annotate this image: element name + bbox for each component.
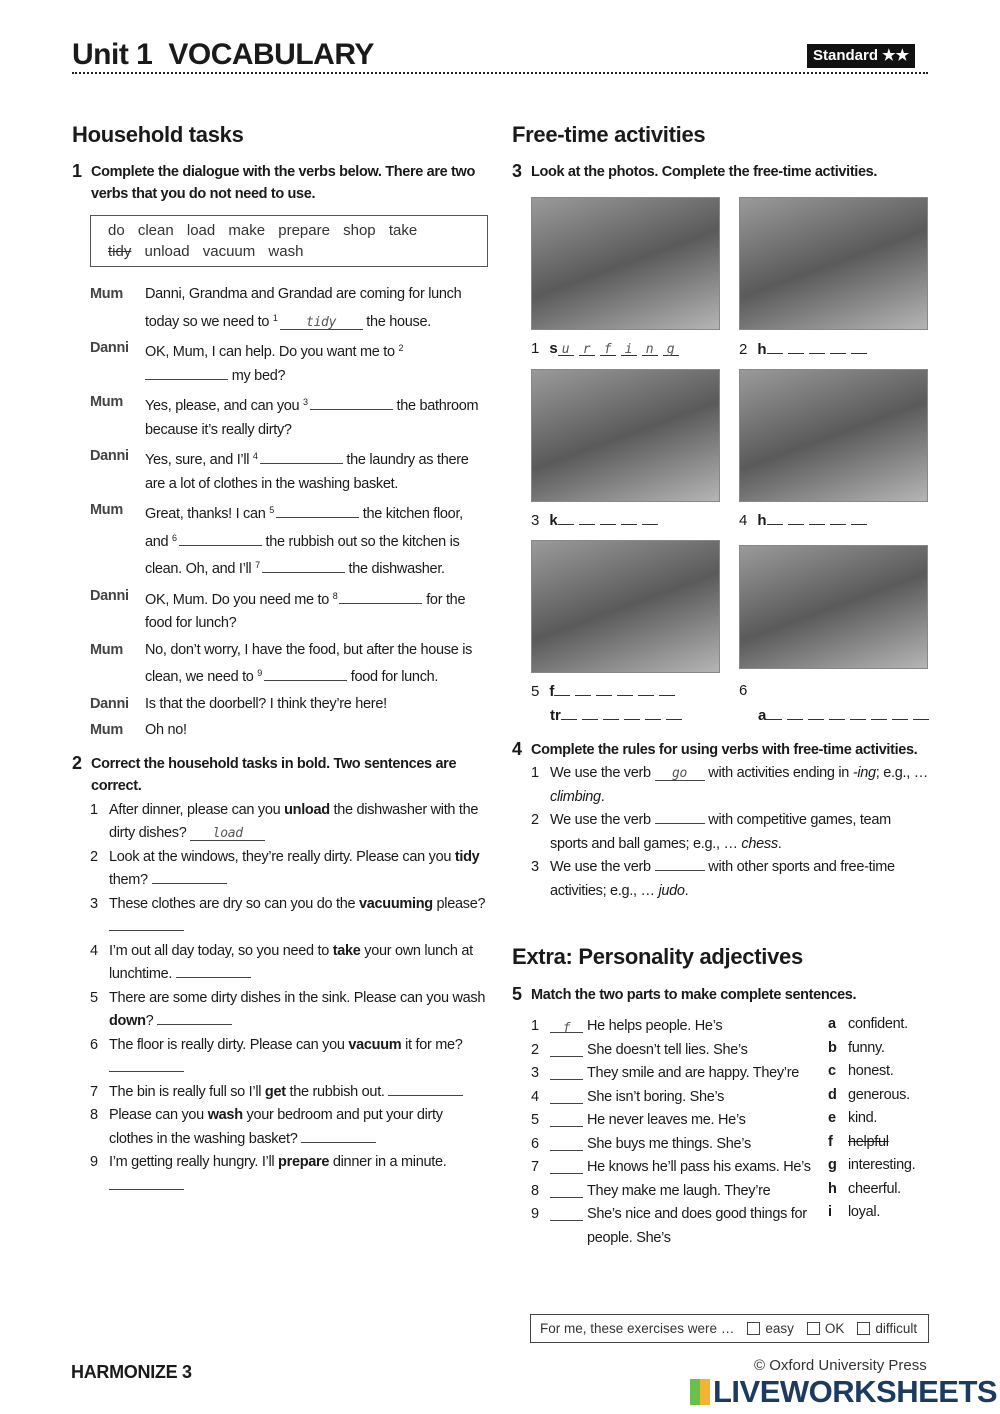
letter-blank[interactable]: r <box>579 342 595 356</box>
match-option <box>828 1084 928 1108</box>
match-option <box>828 1013 928 1037</box>
match-item <box>531 1156 821 1180</box>
text-segment: the dishwasher. <box>344 561 445 577</box>
gap-number: 3 <box>303 397 308 407</box>
activity-answer <box>739 340 872 358</box>
letter-blank[interactable] <box>579 511 595 525</box>
speaker-name: Mum <box>90 641 123 658</box>
dialogue-text <box>145 693 488 717</box>
letter-blank[interactable] <box>892 706 908 720</box>
bold-word: vacuum <box>348 1036 402 1053</box>
letter-blank[interactable] <box>850 706 866 720</box>
speaker-name: Danni <box>90 448 129 464</box>
start-letters: s <box>549 340 558 357</box>
bold-word: wash <box>207 1107 243 1123</box>
sentence-start: They make me laugh. They’re <box>587 1182 771 1199</box>
answer-blank[interactable]: f <box>550 1017 583 1033</box>
dialogue-turn <box>90 719 488 743</box>
text-segment: the dishwasher with the dirty dishes? <box>109 801 479 841</box>
item-number: 2 <box>531 1041 539 1058</box>
activity-answer <box>531 340 684 357</box>
letter-blank[interactable] <box>561 706 577 720</box>
speaker-name: Danni <box>90 340 129 356</box>
letter-blank[interactable] <box>851 340 867 354</box>
sentence-start: He never leaves me. He’s <box>587 1112 746 1128</box>
letter-blank[interactable] <box>645 706 661 720</box>
dialogue-text <box>145 445 488 496</box>
letter-blank[interactable] <box>767 340 783 354</box>
speaker-name: Danni <box>90 587 129 604</box>
answer-blank[interactable] <box>301 1128 376 1143</box>
exercise-item <box>90 940 488 987</box>
checkbox-ok[interactable] <box>807 1322 820 1335</box>
answer-blank[interactable] <box>550 1111 583 1127</box>
start-letters: tr <box>550 707 561 724</box>
letter-blank[interactable] <box>808 706 824 720</box>
left-column <box>72 121 492 1198</box>
exercise-item <box>90 799 488 846</box>
letter-blank[interactable] <box>617 682 633 696</box>
section-heading-extra: Extra: Personality adjectives <box>512 944 803 969</box>
dialogue-text <box>145 719 488 743</box>
answer-blank[interactable] <box>152 869 227 884</box>
answer-blank[interactable] <box>179 531 262 546</box>
photo-number: 3 <box>531 512 540 529</box>
answer-blank[interactable]: tidy <box>280 315 363 330</box>
brand-logo: HARMONIZE 3 <box>71 1362 192 1382</box>
hockey-photo <box>739 369 928 502</box>
item-number: 7 <box>531 1159 539 1175</box>
exercise-3-instruction: 3 Look at the photos. Complete the free-time activities. <box>512 161 878 181</box>
adjective: confident. <box>848 1016 908 1032</box>
photo-number: 4 <box>739 512 748 529</box>
item-text: We use the verb go with activities ending in -ing; e.g., … climbing. <box>550 765 928 805</box>
adjective: generous. <box>848 1086 910 1103</box>
example-word: climbing <box>550 788 601 805</box>
answer-blank[interactable] <box>109 1175 184 1190</box>
copyright: © Oxford University Press <box>754 1357 927 1374</box>
letter-blank[interactable] <box>621 511 637 525</box>
start-letters: h <box>757 512 767 529</box>
adjective: funny. <box>848 1039 885 1056</box>
gap-number: 6 <box>172 532 177 543</box>
dialogue-text <box>145 391 488 442</box>
exercise-5-instruction: 5 Match the two parts to make complete sentences. <box>512 984 857 1004</box>
dialogue-turn <box>90 585 488 636</box>
text-segment: it for me? <box>401 1036 463 1053</box>
liveworksheets-logo-icon <box>690 1379 710 1405</box>
example-word: chess <box>741 835 778 852</box>
bold-word: down <box>109 1013 146 1029</box>
letter-blank[interactable] <box>830 511 846 525</box>
text-segment: your bedroom and put your dirty clothes in the washing basket? <box>109 1107 443 1147</box>
answer-blank[interactable] <box>109 916 184 931</box>
photo-number: 1 <box>531 340 540 357</box>
item-text: We use the verb with other sports and free-time activities; e.g., … judo. <box>550 856 931 903</box>
sentence-start: She’s nice and does good things for people. She’s <box>587 1206 807 1246</box>
letter-blank[interactable] <box>642 511 658 525</box>
example-word: judo <box>658 882 685 899</box>
answer-blank[interactable] <box>264 666 347 681</box>
answer-blank[interactable] <box>109 1057 184 1072</box>
dialogue-text <box>145 585 488 636</box>
sentence-start: He helps people. He’s <box>587 1018 723 1034</box>
text-segment: for the food for lunch? <box>145 591 466 631</box>
bold-word: take <box>332 942 361 959</box>
photo-number: 5 <box>531 683 540 700</box>
answer-blank[interactable] <box>145 365 228 380</box>
letter-blank[interactable]: g <box>663 342 679 356</box>
letter-blank[interactable] <box>638 682 654 696</box>
text-segment: The floor is really dirty. Please can you <box>109 1036 349 1053</box>
gap-number: 4 <box>252 451 258 461</box>
exercise-1-instruction: 1 Complete the dialogue with the verbs below. There are two verbs that you do not need to use. <box>72 161 475 202</box>
text-segment: After dinner, please can you <box>109 801 285 818</box>
letter-blank[interactable] <box>582 706 598 720</box>
match-option <box>828 1107 928 1131</box>
text-segment: OK, Mum, I can help. Do you want me to <box>145 344 399 360</box>
item-number: 3 <box>531 859 539 875</box>
bold-word: prepare <box>278 1154 330 1170</box>
exercise-4 <box>512 739 932 903</box>
item-number: 5 <box>531 1112 539 1128</box>
letter-blank[interactable] <box>603 706 619 720</box>
item-text <box>109 987 488 1034</box>
letter-blank[interactable] <box>871 706 887 720</box>
gap-number: 7 <box>255 560 260 570</box>
bold-word: tidy <box>454 848 480 865</box>
text-segment: OK, Mum. Do you need me to <box>145 591 333 608</box>
speaker-name: Mum <box>90 502 123 518</box>
letter-blank[interactable] <box>788 340 804 354</box>
sentence-start: She doesn’t tell lies. She’s <box>587 1041 748 1058</box>
answer-blank[interactable] <box>550 1135 583 1151</box>
item-text <box>109 940 488 987</box>
section-heading-freetime: Free-time activities <box>512 122 706 147</box>
match-item <box>531 1062 821 1086</box>
photo-number: 2 <box>739 341 748 358</box>
text-segment: dinner in a minute. <box>329 1154 447 1170</box>
option-letter: g <box>828 1157 837 1173</box>
adjective: interesting. <box>848 1157 916 1173</box>
adjective: honest. <box>848 1063 894 1079</box>
section-heading-household: Household tasks <box>72 122 244 147</box>
letter-blank[interactable] <box>554 682 570 696</box>
letter-blank[interactable] <box>596 682 612 696</box>
letter-blank[interactable] <box>575 682 591 696</box>
option-letter: d <box>828 1086 837 1103</box>
activity-answer <box>739 706 934 724</box>
gap-number: 1 <box>272 312 278 323</box>
match-item <box>531 1015 821 1039</box>
karate-photo <box>531 369 720 502</box>
answer-blank[interactable] <box>310 395 393 410</box>
match-option <box>828 1131 928 1155</box>
item-text <box>109 1151 488 1198</box>
answer-blank[interactable] <box>339 589 422 604</box>
letter-blank[interactable] <box>767 511 783 525</box>
match-option <box>828 1178 928 1202</box>
bold-word: get <box>264 1083 286 1100</box>
surfing-photo <box>531 197 720 330</box>
letter-blank[interactable] <box>666 706 682 720</box>
exercise-2-instruction: 2 Correct the household tasks in bold. Two sentences are correct. <box>72 752 457 794</box>
liveworksheets-watermark: LIVEWORKSHEETS <box>690 1375 997 1409</box>
activity-answer <box>739 682 757 699</box>
text-segment: Oh no! <box>145 722 187 738</box>
sentence-start: They smile and are happy. They’re <box>587 1065 800 1081</box>
item-number: 9 <box>531 1206 539 1222</box>
item-number: 6 <box>90 1036 98 1053</box>
item-text <box>109 1104 488 1151</box>
letter-blank[interactable] <box>809 511 825 525</box>
answer-blank[interactable] <box>157 1010 232 1025</box>
activity-answer <box>739 511 872 529</box>
item-number: 4 <box>531 1088 539 1105</box>
item-number: 3 <box>90 895 98 912</box>
exercise-4-list <box>512 762 932 903</box>
answer-blank[interactable]: go <box>655 766 705 781</box>
gap-number: 9 <box>257 668 263 678</box>
start-letters: k <box>549 512 558 529</box>
photo-number: 6 <box>739 682 748 699</box>
match-item <box>531 1039 821 1063</box>
answer-blank[interactable] <box>550 1205 583 1221</box>
text-segment: Yes, sure, and I’ll <box>145 452 253 468</box>
option-letter: i <box>828 1204 832 1220</box>
answer-blank[interactable] <box>550 1064 583 1080</box>
rule-item <box>531 809 931 856</box>
bold-word: vacuuming <box>358 895 433 912</box>
item-text <box>109 799 488 846</box>
text-segment: the rubbish out so the kitchen is clean. Oh, and I’ll <box>145 533 460 577</box>
letter-blank[interactable] <box>913 706 929 720</box>
exercise-5-sentences <box>531 1015 821 1250</box>
item-number: 1 <box>90 801 98 818</box>
item-text: We use the verb with competitive games, team sports and ball games; e.g., … chess. <box>550 809 931 856</box>
start-letters: f <box>549 683 555 700</box>
letter-blank[interactable]: f <box>600 342 616 356</box>
checkbox-difficult[interactable] <box>857 1322 870 1335</box>
option-letter: b <box>828 1039 837 1056</box>
item-text <box>109 1034 488 1081</box>
word-box: do clean load make prepare shop take tidy unload vacuum wash <box>90 215 488 267</box>
activity-answer <box>531 511 663 529</box>
letter-blank[interactable] <box>809 340 825 354</box>
answer-blank[interactable] <box>550 1182 583 1198</box>
sentence-start: She isn’t boring. She’s <box>587 1088 725 1105</box>
dialogue-turn <box>90 639 488 690</box>
item-number: 1 <box>531 765 539 781</box>
text-segment: the kitchen floor, and <box>145 506 463 550</box>
match-item <box>531 1109 821 1133</box>
answer-blank[interactable] <box>388 1081 463 1096</box>
dialogue-turn <box>90 337 488 388</box>
letter-blank[interactable]: u <box>558 342 574 356</box>
text-segment: please? <box>432 895 486 912</box>
bold-word: unload <box>284 801 330 818</box>
letter-blank[interactable] <box>788 511 804 525</box>
letter-blank[interactable] <box>787 706 803 720</box>
rule-item <box>531 762 931 809</box>
match-item <box>531 1133 821 1157</box>
answer-blank[interactable] <box>655 856 705 871</box>
letter-blank[interactable] <box>830 340 846 354</box>
letter-blank[interactable] <box>624 706 640 720</box>
text-segment: I’m out all day today, so you need to <box>109 942 333 959</box>
item-number: 6 <box>531 1135 539 1152</box>
item-text <box>109 846 488 893</box>
checkbox-easy[interactable] <box>747 1322 760 1335</box>
answer-blank[interactable] <box>655 809 705 824</box>
adjective: cheerful. <box>848 1180 901 1197</box>
dialogue <box>72 283 492 743</box>
text-segment: them? <box>109 872 152 888</box>
hiking-photo <box>739 197 928 330</box>
item-number: 3 <box>531 1065 539 1081</box>
item-number: 1 <box>531 1018 539 1034</box>
text-segment: Please can you <box>109 1107 208 1123</box>
text-segment: Great, thanks! I can <box>145 506 270 522</box>
gap-number: 8 <box>332 590 338 601</box>
activity-answer <box>531 682 680 700</box>
option-letter: f <box>828 1133 833 1150</box>
dialogue-turn <box>90 499 488 582</box>
answer-blank[interactable] <box>550 1088 583 1104</box>
text-segment: These clothes are dry so can you do the <box>109 895 359 912</box>
answer-blank[interactable] <box>260 449 343 464</box>
answer-blank[interactable] <box>262 558 345 573</box>
rule-item <box>531 856 931 903</box>
adjective: helpful <box>848 1133 889 1150</box>
letter-blank[interactable]: n <box>642 342 658 356</box>
exercise-2-list <box>72 799 492 1199</box>
text-segment: the rubbish out. <box>285 1083 389 1100</box>
answer-blank[interactable] <box>176 963 251 978</box>
exercise-item <box>90 1081 488 1105</box>
start-letters: h <box>757 341 767 358</box>
text-segment: my bed? <box>228 367 286 384</box>
dialogue-turn <box>90 391 488 442</box>
text-segment: No, don’t worry, I have the food, but after the house is clean, we need to <box>145 641 473 685</box>
adjective: loyal. <box>848 1204 881 1220</box>
item-number: 8 <box>90 1107 98 1123</box>
exercise-item <box>90 1034 488 1081</box>
level-badge: Standard ★★ <box>807 44 915 68</box>
adjective: kind. <box>848 1110 878 1126</box>
match-item <box>531 1203 821 1250</box>
dialogue-text <box>145 639 488 690</box>
text-segment: I’m getting really hungry. I’ll <box>109 1154 279 1170</box>
gap-number: 2 <box>398 343 404 353</box>
gap-number: 5 <box>269 505 274 515</box>
exercise-4-instruction: 4 Complete the rules for using verbs with free-time activities. <box>512 739 918 759</box>
text-segment: food for lunch. <box>347 669 439 685</box>
speaker-name: Mum <box>90 394 123 410</box>
option-letter: a <box>828 1016 836 1032</box>
exercise-item <box>90 987 488 1034</box>
text-segment: Yes, please, and can you <box>145 398 304 414</box>
dialogue-turn <box>90 445 488 496</box>
letter-blank[interactable] <box>600 511 616 525</box>
match-option <box>828 1201 928 1225</box>
answer-blank[interactable] <box>276 503 359 518</box>
exercise-item <box>90 846 488 893</box>
text-segment: the house. <box>362 313 431 330</box>
dialogue-text <box>145 337 488 388</box>
answer-blank[interactable] <box>550 1158 583 1174</box>
sentence-start: She buys me things. She’s <box>587 1135 751 1152</box>
dialogue-text <box>145 499 488 582</box>
text-segment: Look at the windows, they’re really dirty. Please can you <box>109 848 455 865</box>
sentence-start: He knows he’ll pass his exams. He’s <box>587 1159 811 1175</box>
answer-blank[interactable]: load <box>190 826 265 841</box>
item-text <box>109 893 488 940</box>
dotted-divider <box>72 72 928 74</box>
item-number: 2 <box>90 848 98 865</box>
letter-blank[interactable] <box>659 682 675 696</box>
activity-answer <box>531 706 687 724</box>
speaker-name: Mum <box>90 286 123 302</box>
letter-blank[interactable] <box>829 706 845 720</box>
text-segment: your own lunch at lunchtime. <box>109 942 473 982</box>
dialogue-turn <box>90 283 488 334</box>
item-text <box>109 1081 488 1105</box>
text-segment: the laundry as there are a lot of clothes in the washing basket. <box>145 452 469 492</box>
dialogue-turn <box>90 693 488 717</box>
option-letter: c <box>828 1063 836 1079</box>
feedback-box: For me, these exercises were … easy OK difficult <box>530 1314 929 1343</box>
text-segment: the bathroom because it’s really dirty? <box>145 398 479 438</box>
letter-blank[interactable]: i <box>621 342 637 356</box>
speaker-name: Danni <box>90 695 129 712</box>
letter-blank[interactable] <box>766 706 782 720</box>
exercise-5-options <box>828 1013 928 1225</box>
exercise-item <box>90 1104 488 1151</box>
exercise-item <box>90 1151 488 1198</box>
item-number: 4 <box>90 942 98 959</box>
option-letter: h <box>828 1180 837 1197</box>
letter-blank[interactable] <box>851 511 867 525</box>
text-segment: ? <box>145 1013 158 1029</box>
item-number: 7 <box>90 1083 98 1100</box>
dialogue-text <box>145 283 488 334</box>
speaker-name: Mum <box>90 722 123 738</box>
answer-blank[interactable] <box>550 1041 583 1057</box>
item-number: 8 <box>531 1182 539 1199</box>
text-segment: The bin is really full so I’ll <box>109 1083 265 1100</box>
item-number: 5 <box>90 989 98 1006</box>
training-photo <box>531 540 720 673</box>
athletics-photo <box>739 545 928 669</box>
match-option <box>828 1154 928 1178</box>
match-option <box>828 1037 928 1061</box>
page-title: Unit 1 VOCABULARY <box>72 38 374 71</box>
exercise-item <box>90 893 488 940</box>
option-letter: e <box>828 1110 836 1126</box>
start-letters: a <box>758 707 767 724</box>
item-number: 2 <box>531 812 539 828</box>
text-segment: There are some dirty dishes in the sink. Please can you wash <box>109 989 486 1006</box>
match-item <box>531 1180 821 1204</box>
match-option <box>828 1060 928 1084</box>
letter-blank[interactable] <box>558 511 574 525</box>
text-segment: Is that the doorbell? I think they’re here! <box>145 695 387 712</box>
text-segment: Danni, Grandma and Grandad are coming for lunch today so we need to <box>145 286 462 330</box>
match-item <box>531 1086 821 1110</box>
item-number: 9 <box>90 1154 98 1170</box>
